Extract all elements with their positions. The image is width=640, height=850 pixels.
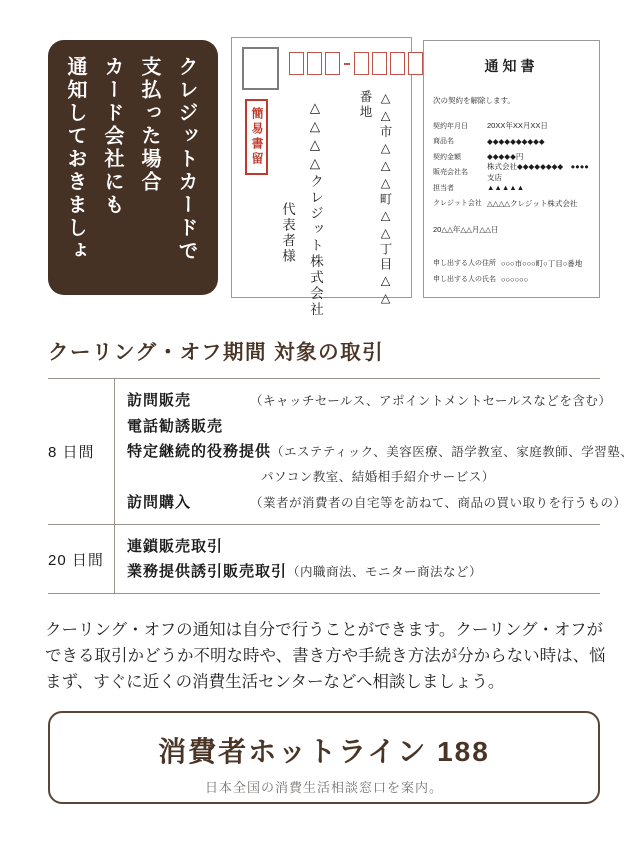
postal-digit-box [354,52,369,75]
notice-row-label: 契約金額 [433,153,461,161]
consumer-hotline-box [48,711,600,804]
table-row-8days [48,379,634,525]
postal-digit-box [408,52,423,75]
hotline-subtitle: 日本全国の消費生活相談窓口を案内。 [204,780,443,795]
notice-detail-rows [433,118,590,211]
applicant-name-value: ○○○○○○ [501,274,529,284]
notice-row-value: ◆◆◆◆◆円 [487,152,524,162]
notice-applicant-block [433,255,590,287]
notice-document [423,40,600,298]
notice-row [433,118,590,134]
cooling-off-table [48,378,634,594]
transactions-cell [115,379,633,524]
transaction-line [127,414,633,439]
transactions-cell [115,525,600,593]
period-cell: 8 日間 [48,379,115,524]
transaction-note: （内職商法、モニター商法など） [287,565,483,579]
notice-row-value: 株式会社◆◆◆◆◆◆◆◆ ●●●●支店 [487,162,589,183]
notice-row-label: 販売会社名 [433,169,468,177]
postal-code-boxes [289,52,423,75]
notice-row-value: 20XX年XX月XX日 [487,121,548,131]
transaction-label: 連鎖販売取引 [127,538,224,555]
cooling-off-table-title: クーリング・オフ期間 対象の取引 [48,341,385,364]
transaction-label: 訪問販売 [127,392,192,409]
transaction-label: 電話勧誘販売 [127,418,224,435]
postal-digit-box [372,52,387,75]
notice-applicant-name [433,271,590,287]
credit-card-notice-callout [27,40,218,295]
applicant-address-label: 申し出する人の住所 [433,260,496,267]
stamp-box [242,47,279,90]
paragraph-line: できる取引かどうか不明な時や、書き方や手続き方法が分からない時は、悩 [45,647,606,665]
envelope-recipient: 代表者様 [280,202,295,264]
notice-row-value: ▲▲▲▲▲ [487,183,525,193]
postal-digit-box [325,52,340,75]
callout-vertical-text [27,56,204,285]
transaction-line [127,388,633,414]
postal-digit-box [289,52,304,75]
transaction-note-continuation [261,465,633,490]
transaction-label: 訪問購入 [127,494,192,511]
postal-digit-box [307,52,322,75]
envelope-illustration [231,37,412,318]
paragraph-line: まず、すぐに近くの消費生活センターなどへ相談しましょう。 [45,673,505,691]
notice-row-value: ◆◆◆◆◆◆◆◆◆◆ [487,136,545,146]
notice-row-label: クレジット会社 [433,200,482,208]
table-row-20days [48,525,600,593]
notice-title: 通知書 [484,58,539,74]
notice-row-label: 契約年月日 [433,122,468,130]
applicant-address-value: ○○○市○○○町○丁目○番地 [501,258,583,268]
transaction-line [127,490,633,516]
postal-digit-box [390,52,405,75]
applicant-name-label: 申し出する人の氏名 [433,276,496,283]
transaction-line [127,559,600,585]
callout-line: クレジットカードで [175,56,197,263]
postal-code-dash [344,63,350,65]
transaction-note: （エステティック、美容医療、語学教室、家庭教師、学習塾、 [271,445,634,459]
callout-line: カード会社にも [101,56,123,217]
transaction-note: （キャッチセールス、アポイントメントセールスなどを含む） [250,394,612,408]
transaction-line [127,439,633,465]
transaction-line [127,534,600,559]
callout-line: 通知しておきましょう [27,56,86,263]
envelope-address-block [277,90,395,318]
notice-row-label: 商品名 [433,138,454,146]
notice-row [433,162,590,183]
notice-row-label: 担当者 [433,184,454,192]
hotline-title: 消費者ホットライン 188 [158,736,490,767]
advice-paragraph [45,617,620,695]
notice-applicant-address [433,255,590,271]
paragraph-line: クーリング・オフの通知は自分で行うことができます。クーリング・オフが [45,621,604,639]
transaction-note: パソコン教室、結婚相手紹介サービス） [261,470,495,484]
period-cell: 20 日間 [48,525,115,593]
notice-row-value: △△△△クレジット株式会社 [487,198,578,208]
transaction-label: 特定継続的役務提供 [127,443,272,460]
envelope-company: △△△△クレジット株式会社 [308,100,323,318]
envelope-address: △△市△△△町△△丁目△△番地 [358,90,392,308]
transaction-label: 業務提供誘引販売取引 [127,563,288,580]
notice-intro: 次の契約を解除します。 [433,96,515,105]
notice-date: 20△△年△△月△△日 [433,225,499,234]
notice-row [433,196,590,212]
callout-line: 支払った場合 [138,56,160,194]
registered-mail-stamp: 簡易書留 [245,99,268,175]
transaction-note: （業者が消費者の自宅等を訪ねて、商品の買い取りを行うもの） [250,496,627,510]
notice-row [433,134,590,150]
